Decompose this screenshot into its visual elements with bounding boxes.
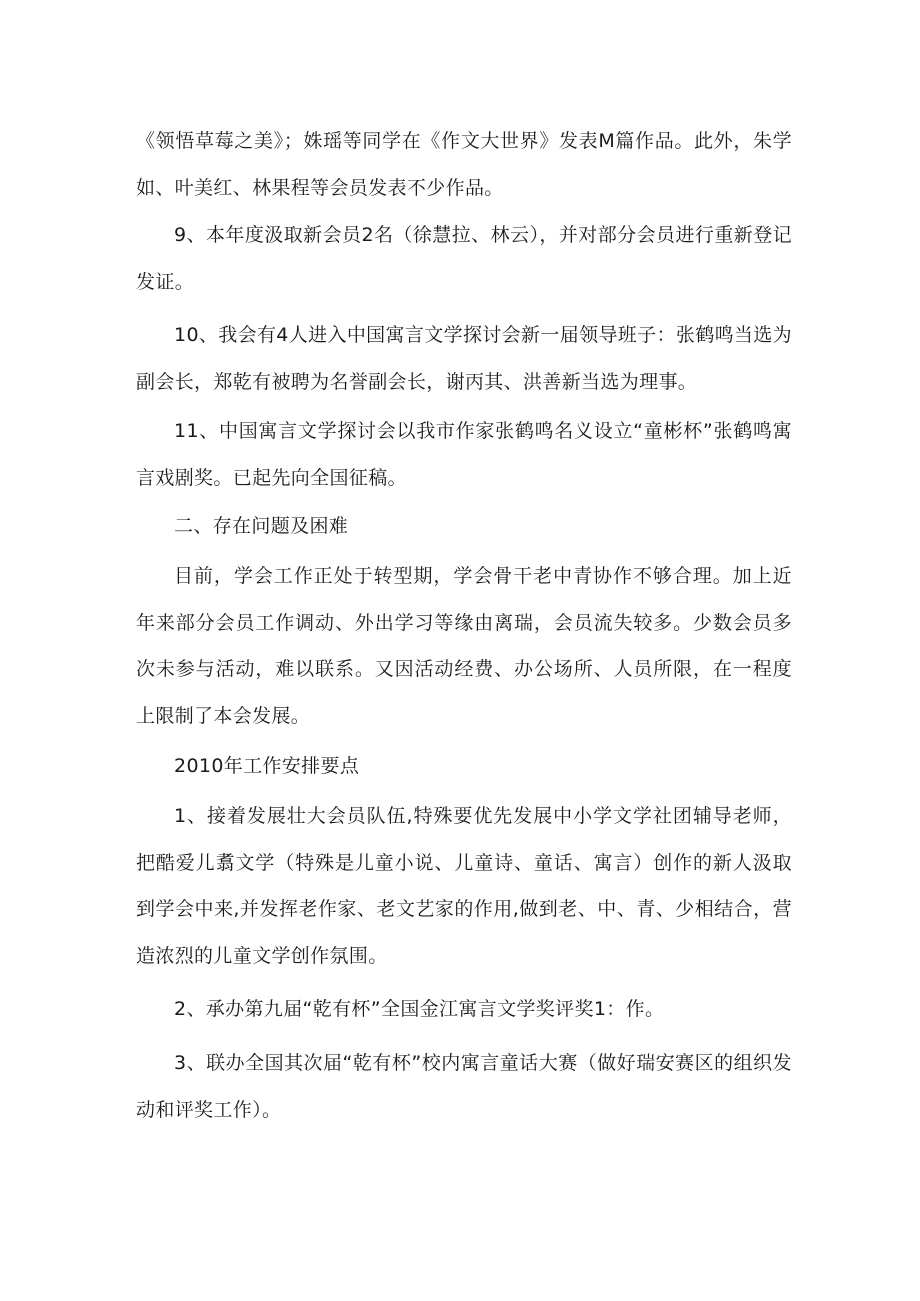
paragraph-8: 1、接着发展壮大会员队伍,特殊要优先发展中小学文学社团辅导老师，把酷爱儿翥文学（特殊是儿童小说、儿童诗、童话、寓言）创作的新人汲取到学会中来,并发挥老作家、老文艺家的作用,做到老、中、青、少相结合，营造浓烈的儿童文学创作氛围。 bbox=[136, 805, 792, 967]
paragraph-6: 目前，学会工作正处于转型期，学会骨干老中青协作不够合理。加上近年来部分会员工作调动、外出学习等缘由离瑞，会员流失较多。少数会员多次未参与活动，难以联系。又因活动经费、办公场所、人员所限，在一程度上限制了本会发展。 bbox=[136, 565, 792, 727]
paragraph-9: 2、承办第九届“乾有杯”全国金江寓言文学奖评奖1：作。 bbox=[174, 998, 665, 1020]
paragraph-3: 10、我会有4人进入中国寓言文学探讨会新一届领导班子：张鹤鸣当选为副会长，郑乾有被聘为名誉副会长，谢丙其、洪善新当选为理事。 bbox=[136, 324, 792, 393]
paragraph-10: 3、联办全国其次届“乾有杯”校内寓言童话大赛（做好瑞安赛区的组织发动和评奖工作）。 bbox=[136, 1052, 792, 1121]
section-heading-problems: 二、存在问题及困难 bbox=[174, 515, 349, 537]
paragraph-4: 11、中国寓言文学探讨会以我市作家张鹤鸣名义设立“童彬杯”张鹤鸣寓言戏剧奖。已起先向全国征稿。 bbox=[136, 420, 792, 489]
section-heading-2010-plan: 2010年工作安排要点 bbox=[174, 755, 360, 777]
paragraph-2: 9、本年度汲取新会员2名（徐慧拉、林云），并对部分会员进行重新登记发证。 bbox=[136, 224, 792, 293]
paragraph-1: 《领悟草莓之美》；姝瑶等同学在《作文大世界》发表M篇作品。此外，朱学如、叶美红、林果程等会员发表不少作品。 bbox=[136, 130, 792, 199]
